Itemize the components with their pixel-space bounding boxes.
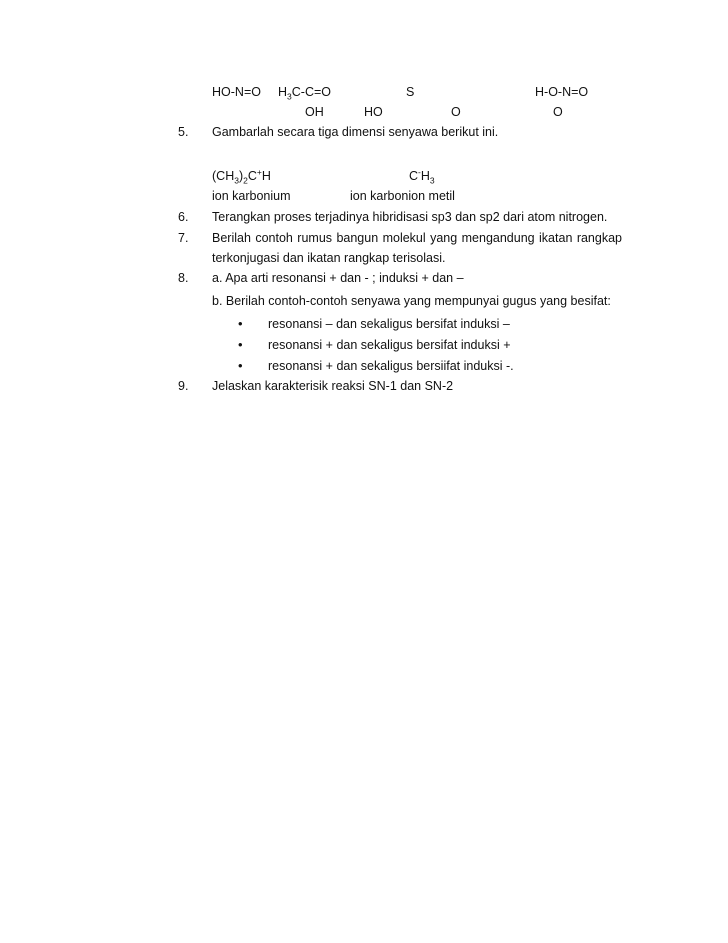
question-number-6: 6. bbox=[178, 210, 189, 224]
bullet-icon: • bbox=[238, 337, 243, 352]
question-9-text: Jelaskan karakterisik reaksi SN-1 dan SN-2 bbox=[212, 379, 454, 393]
question-number-7: 7. bbox=[178, 231, 189, 245]
label-carbonium-ion: ion karbonium bbox=[212, 189, 291, 203]
bullet-icon: • bbox=[238, 358, 243, 373]
question-8-part-a: a. Apa arti resonansi + dan - ; induksi + dan – bbox=[212, 271, 464, 285]
question-number-9: 9. bbox=[178, 379, 189, 393]
question-7-line-2: terkonjugasi dan ikatan rangkap terisolasi. bbox=[212, 251, 446, 265]
label-methyl-carbanion: ion karbonion metil bbox=[350, 189, 455, 203]
formula-sulfur: S bbox=[406, 85, 415, 99]
question-5-text: Gambarlah secara tiga dimensi senyawa berikut ini. bbox=[212, 125, 499, 139]
formula-carbonium-ion: $(CH_3)_2C^+H$ bbox=[212, 166, 271, 186]
formula-nitrous-acid: HO-N=O bbox=[212, 85, 261, 99]
question-number-8: 8. bbox=[178, 271, 189, 285]
question-6-text: Terangkan proses terjadinya hibridisasi sp3 dan sp2 dari atom nitrogen. bbox=[212, 210, 608, 224]
bullet-icon: • bbox=[238, 316, 243, 331]
list-item-1: resonansi – dan sekaligus bersifat induksi – bbox=[268, 317, 510, 331]
formula-oh: OH bbox=[305, 105, 324, 119]
formula-nitrous-acid-2: H-O-N=O bbox=[535, 85, 589, 99]
question-7-line-1: Berilah contoh rumus bangun molekul yang mengandung ikatan rangkap bbox=[212, 231, 622, 245]
list-item-3: resonansi + dan sekaligus bersiifat induksi -. bbox=[268, 359, 514, 373]
formula-o-1: O bbox=[451, 105, 461, 119]
formula-ho: HO bbox=[364, 105, 383, 119]
formula-methyl-carbanion: $C^-H_3$ bbox=[409, 166, 435, 186]
question-number-5: 5. bbox=[178, 125, 189, 139]
question-8-part-b: b. Berilah contoh-contoh senyawa yang mempunyai gugus yang besifat: bbox=[212, 294, 611, 308]
formula-acetic-acid: $H_3C-C=O$ bbox=[278, 85, 332, 102]
list-item-2: resonansi + dan sekaligus bersifat induksi + bbox=[268, 338, 511, 352]
formula-o-2: O bbox=[553, 105, 563, 119]
